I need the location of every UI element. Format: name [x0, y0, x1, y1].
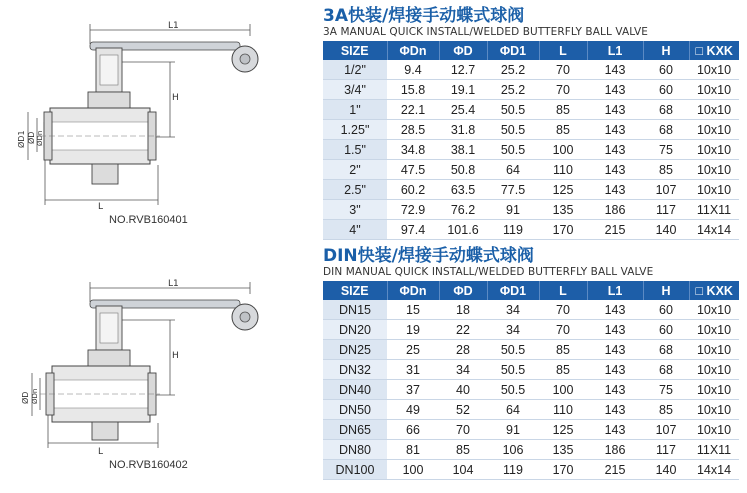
table-cell: 10x10 [689, 320, 739, 340]
table-cell: 49 [387, 400, 439, 420]
table-cell: 100 [539, 380, 587, 400]
table-cell: 117 [643, 200, 689, 220]
table-cell: 110 [539, 400, 587, 420]
table-cell: 19 [387, 320, 439, 340]
table-row [323, 420, 739, 440]
table-cell: 11X11 [689, 440, 739, 460]
table-cell: 25.4 [439, 100, 487, 120]
table-cell: 140 [643, 220, 689, 240]
table-cell: 186 [587, 200, 643, 220]
table-cell: 85 [643, 400, 689, 420]
table-cell: 143 [587, 360, 643, 380]
table-cell: 85 [643, 160, 689, 180]
table-cell: 140 [643, 460, 689, 480]
l-dim-label: L [98, 202, 104, 210]
table-cell: 85 [439, 440, 487, 460]
size-cell: DN40 [323, 380, 387, 400]
size-cell: 2.5" [323, 180, 387, 200]
d-dim-label: ØD [27, 131, 36, 144]
table-cell: 15.8 [387, 80, 439, 100]
table-cell: 119 [487, 220, 539, 240]
table-header-row [323, 281, 739, 300]
dn-dim-label: ØDn [36, 130, 44, 146]
table-cell: 34.8 [387, 140, 439, 160]
table-cell: 10x10 [689, 140, 739, 160]
table-cell: 31.8 [439, 120, 487, 140]
table-cell: 10x10 [689, 60, 739, 80]
section-title: 3A快装/焊接手动蝶式球阀 [323, 6, 525, 26]
table-cell: 10x10 [689, 120, 739, 140]
table-cell: 40 [439, 380, 487, 400]
spec-table-din [323, 281, 739, 480]
size-cell: DN32 [323, 360, 387, 380]
table-cell: 170 [539, 220, 587, 240]
table-row [323, 100, 739, 120]
section-subtitle: 3A MANUAL QUICK INSTALL/WELDED BUTTERFLY BALL VALVE [323, 26, 649, 38]
column-header: H [643, 41, 689, 60]
size-cell: 1/2" [323, 60, 387, 80]
table-cell: 60 [643, 320, 689, 340]
size-cell: DN20 [323, 320, 387, 340]
table-cell: 38.1 [439, 140, 487, 160]
d1-dim-label: ØD1 [17, 130, 26, 148]
column-header: L [539, 41, 587, 60]
model-number: NO.RVB160401 [109, 214, 188, 226]
table-cell: 135 [539, 200, 587, 220]
table-cell: 12.7 [439, 60, 487, 80]
valve-drawing-din [0, 258, 305, 493]
table-cell: 10x10 [689, 360, 739, 380]
table-cell: 119 [487, 460, 539, 480]
table-cell: 85 [539, 100, 587, 120]
table-cell: 50.5 [487, 120, 539, 140]
table-cell: 50.5 [487, 340, 539, 360]
table-cell: 15 [387, 300, 439, 320]
table-cell: 75 [643, 140, 689, 160]
h-dim-label: H [172, 351, 179, 361]
table-cell: 11X11 [689, 200, 739, 220]
size-cell: DN50 [323, 400, 387, 420]
table-cell: 60.2 [387, 180, 439, 200]
table-cell: 143 [587, 180, 643, 200]
table-cell: 143 [587, 140, 643, 160]
table-cell: 101.6 [439, 220, 487, 240]
table-cell: 10x10 [689, 420, 739, 440]
size-cell: DN25 [323, 340, 387, 360]
table-cell: 70 [539, 80, 587, 100]
table-row [323, 80, 739, 100]
table-cell: 64 [487, 400, 539, 420]
table-cell: 143 [587, 320, 643, 340]
table-cell: 66 [387, 420, 439, 440]
table-cell: 75 [643, 380, 689, 400]
valve-drawing-din-svg [0, 258, 305, 458]
table-cell: 31 [387, 360, 439, 380]
table-header-row [323, 41, 739, 60]
column-header: □ KXK [689, 41, 739, 60]
table-cell: 97.4 [387, 220, 439, 240]
table-cell: 37 [387, 380, 439, 400]
table-cell: 50.8 [439, 160, 487, 180]
table-cell: 14x14 [689, 220, 739, 240]
table-row [323, 140, 739, 160]
table-cell: 68 [643, 340, 689, 360]
spec-section-din [323, 246, 739, 480]
table-cell: 52 [439, 400, 487, 420]
size-cell: 1" [323, 100, 387, 120]
table-cell: 50.5 [487, 360, 539, 380]
column-header: ΦDn [387, 281, 439, 300]
table-cell: 100 [387, 460, 439, 480]
table-cell: 34 [487, 300, 539, 320]
valve-drawing-3a [0, 0, 305, 235]
table-cell: 107 [643, 180, 689, 200]
table-cell: 19.1 [439, 80, 487, 100]
table-row [323, 200, 739, 220]
size-cell: 1.25" [323, 120, 387, 140]
table-cell: 143 [587, 80, 643, 100]
table-cell: 34 [439, 360, 487, 380]
table-cell: 14x14 [689, 460, 739, 480]
table-cell: 104 [439, 460, 487, 480]
size-cell: DN65 [323, 420, 387, 440]
table-row [323, 120, 739, 140]
table-row [323, 180, 739, 200]
column-header: L [539, 281, 587, 300]
table-cell: 91 [487, 420, 539, 440]
table-cell: 135 [539, 440, 587, 460]
table-cell: 72.9 [387, 200, 439, 220]
size-cell: 3" [323, 200, 387, 220]
table-cell: 50.5 [487, 380, 539, 400]
table-cell: 25.2 [487, 80, 539, 100]
table-cell: 85 [539, 120, 587, 140]
table-cell: 22 [439, 320, 487, 340]
table-cell: 85 [539, 360, 587, 380]
size-cell: 3/4" [323, 80, 387, 100]
dn-dim-label: ØDn [31, 388, 39, 404]
table-cell: 91 [487, 200, 539, 220]
table-row [323, 300, 739, 320]
table-cell: 10x10 [689, 100, 739, 120]
table-cell: 81 [387, 440, 439, 460]
table-cell: 117 [643, 440, 689, 460]
table-row [323, 160, 739, 180]
column-header: ΦD1 [487, 281, 539, 300]
table-cell: 60 [643, 80, 689, 100]
table-cell: 125 [539, 180, 587, 200]
column-header: ΦD [439, 41, 487, 60]
table-cell: 143 [587, 60, 643, 80]
size-cell: DN100 [323, 460, 387, 480]
spec-section-3a [323, 6, 739, 240]
table-row [323, 220, 739, 240]
section-subtitle: DIN MANUAL QUICK INSTALL/WELDED BUTTERFLY BALL VALVE [323, 266, 654, 278]
table-cell: 70 [439, 420, 487, 440]
column-header: SIZE [323, 281, 387, 300]
table-cell: 64 [487, 160, 539, 180]
table-cell: 10x10 [689, 380, 739, 400]
table-cell: 28.5 [387, 120, 439, 140]
table-row [323, 440, 739, 460]
table-cell: 68 [643, 120, 689, 140]
table-cell: 70 [539, 300, 587, 320]
table-cell: 215 [587, 220, 643, 240]
size-cell: DN15 [323, 300, 387, 320]
table-cell: 85 [539, 340, 587, 360]
table-row [323, 380, 739, 400]
table-cell: 28 [439, 340, 487, 360]
table-cell: 47.5 [387, 160, 439, 180]
table-cell: 70 [539, 60, 587, 80]
l-dim-label: L [98, 447, 104, 457]
table-row [323, 460, 739, 480]
table-cell: 107 [643, 420, 689, 440]
table-cell: 170 [539, 460, 587, 480]
table-row [323, 400, 739, 420]
size-cell: 4" [323, 220, 387, 240]
table-row [323, 60, 739, 80]
h-dim-label: H [172, 93, 179, 103]
column-header: L1 [587, 41, 643, 60]
table-cell: 60 [643, 300, 689, 320]
table-cell: 70 [539, 320, 587, 340]
table-cell: 125 [539, 420, 587, 440]
table-cell: 10x10 [689, 400, 739, 420]
table-cell: 22.1 [387, 100, 439, 120]
table-cell: 50.5 [487, 100, 539, 120]
table-cell: 143 [587, 420, 643, 440]
table-row [323, 360, 739, 380]
valve-drawing-3a-svg [0, 0, 305, 210]
table-cell: 68 [643, 360, 689, 380]
table-cell: 34 [487, 320, 539, 340]
table-row [323, 320, 739, 340]
size-cell: 2" [323, 160, 387, 180]
column-header: □ KXK [689, 281, 739, 300]
table-row [323, 340, 739, 360]
table-cell: 215 [587, 460, 643, 480]
table-cell: 10x10 [689, 180, 739, 200]
table-cell: 50.5 [487, 140, 539, 160]
table-cell: 77.5 [487, 180, 539, 200]
table-cell: 60 [643, 60, 689, 80]
table-cell: 25 [387, 340, 439, 360]
column-header: ΦD [439, 281, 487, 300]
table-cell: 76.2 [439, 200, 487, 220]
table-cell: 143 [587, 400, 643, 420]
table-cell: 10x10 [689, 160, 739, 180]
size-cell: DN80 [323, 440, 387, 460]
table-cell: 100 [539, 140, 587, 160]
l1-dim-label: L1 [168, 21, 179, 31]
table-cell: 25.2 [487, 60, 539, 80]
column-header: L1 [587, 281, 643, 300]
d-dim-label: ØD [21, 391, 30, 404]
table-cell: 143 [587, 100, 643, 120]
table-cell: 143 [587, 340, 643, 360]
table-cell: 63.5 [439, 180, 487, 200]
table-cell: 106 [487, 440, 539, 460]
table-cell: 143 [587, 300, 643, 320]
table-cell: 143 [587, 120, 643, 140]
table-cell: 68 [643, 100, 689, 120]
table-cell: 186 [587, 440, 643, 460]
section-title: DIN快装/焊接手动蝶式球阀 [323, 246, 534, 266]
column-header: H [643, 281, 689, 300]
table-cell: 10x10 [689, 80, 739, 100]
table-cell: 10x10 [689, 300, 739, 320]
table-cell: 18 [439, 300, 487, 320]
column-header: ΦD1 [487, 41, 539, 60]
table-cell: 110 [539, 160, 587, 180]
l1-dim-label: L1 [168, 279, 179, 289]
table-cell: 9.4 [387, 60, 439, 80]
spec-table-3a [323, 41, 739, 240]
table-cell: 10x10 [689, 340, 739, 360]
column-header: ΦDn [387, 41, 439, 60]
model-number: NO.RVB160402 [109, 459, 188, 471]
table-cell: 143 [587, 160, 643, 180]
table-cell: 143 [587, 380, 643, 400]
column-header: SIZE [323, 41, 387, 60]
size-cell: 1.5" [323, 140, 387, 160]
